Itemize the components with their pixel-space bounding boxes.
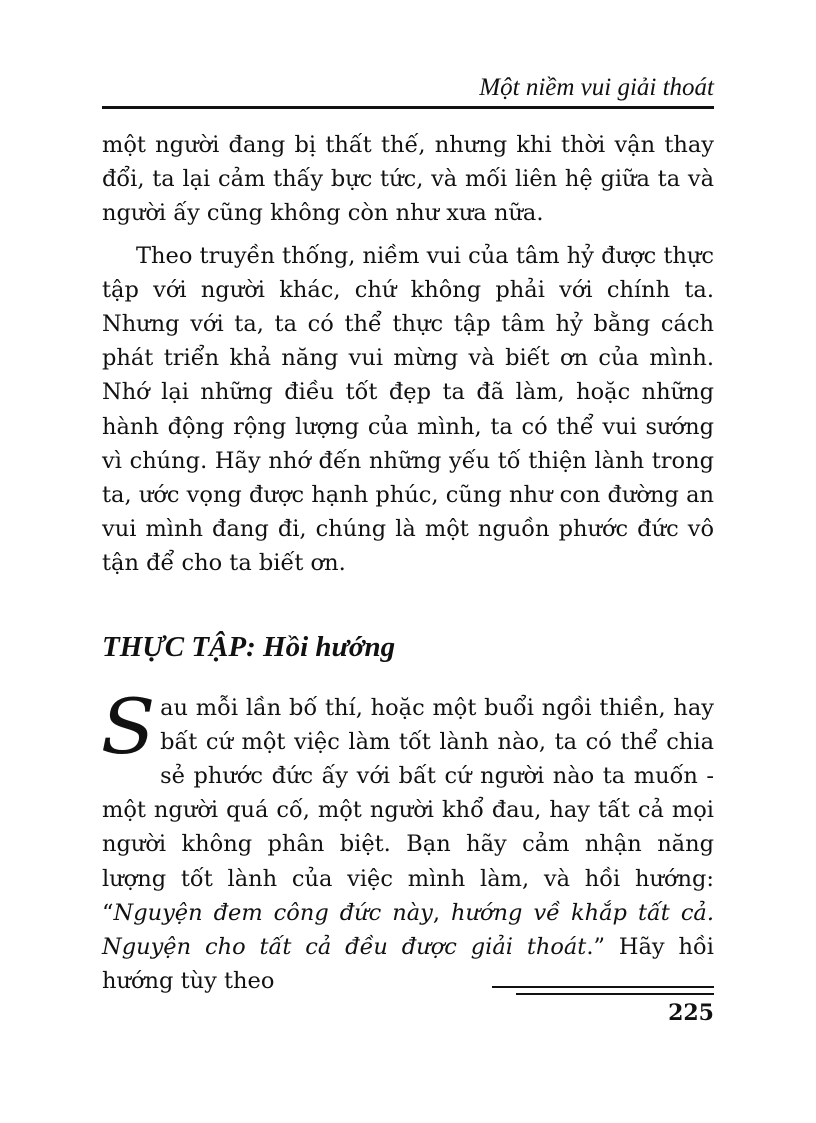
paragraph-tradition: Theo truyền thống, niềm vui của tâm hỷ được thực tập với người khác, chứ không phải với chính ta. Nhưng với ta, ta có thể thực tập tâm hỷ bằng cách phát triển khả năng vui mừng và biết ơn của mình. Nhớ lại những điều tốt đẹp ta đã làm, hoặc những hành động rộng lượng của mình, ta có thể vui sướng vì chúng. Hãy nhớ đến những yếu tố thiện lành trong ta, ước vọng được hạnh phúc, cũng như con đường an vui mình đang đi, chúng là một nguồn phước đức vô tận để cho ta biết ơn. xyxy=(102,242,714,577)
section-paragraph xyxy=(100,681,714,999)
section-text-start: au mỗi lần bố thí, hoặc một buổi ngồi thiền, hay bất cứ một việc làm tốt lành nào, ta có thể chia sẻ phước đức ấy với bất cứ người nào ta muốn - một người quá cố, một người khổ đau, hay tất cả mọi người không phân biệt. Bạn hãy cảm nhận năng lượng tốt lành của việc mình làm, và hồi hướng: “ xyxy=(102,694,714,926)
quote-part-2: hướng về khắp tất cả. Nguyện cho tất cả đều được giải thoát xyxy=(102,899,714,961)
running-header: Một niềm vui giải thoát xyxy=(479,74,714,101)
footer-rule-bottom xyxy=(516,993,714,995)
quote-part-1: Nguyện đem công đức này xyxy=(113,899,433,926)
page-body xyxy=(102,128,714,998)
header-rule xyxy=(102,106,714,109)
section-text-end: .” Hãy hồi hướng tùy theo xyxy=(102,934,714,995)
footer-rule-top xyxy=(492,986,714,988)
drop-cap: S xyxy=(100,681,156,771)
section-heading: THỰC TẬP: Hồi hướng xyxy=(102,630,396,663)
paragraph-continuation: một người đang bị thất thế, nhưng khi thời vận thay đổi, ta lại cảm thấy bực tức, và mối liên hệ giữa ta và người ấy cũng không còn như xưa nữa. xyxy=(102,132,714,227)
quote-comma: , xyxy=(432,899,452,926)
page-number: 225 xyxy=(668,1000,714,1026)
